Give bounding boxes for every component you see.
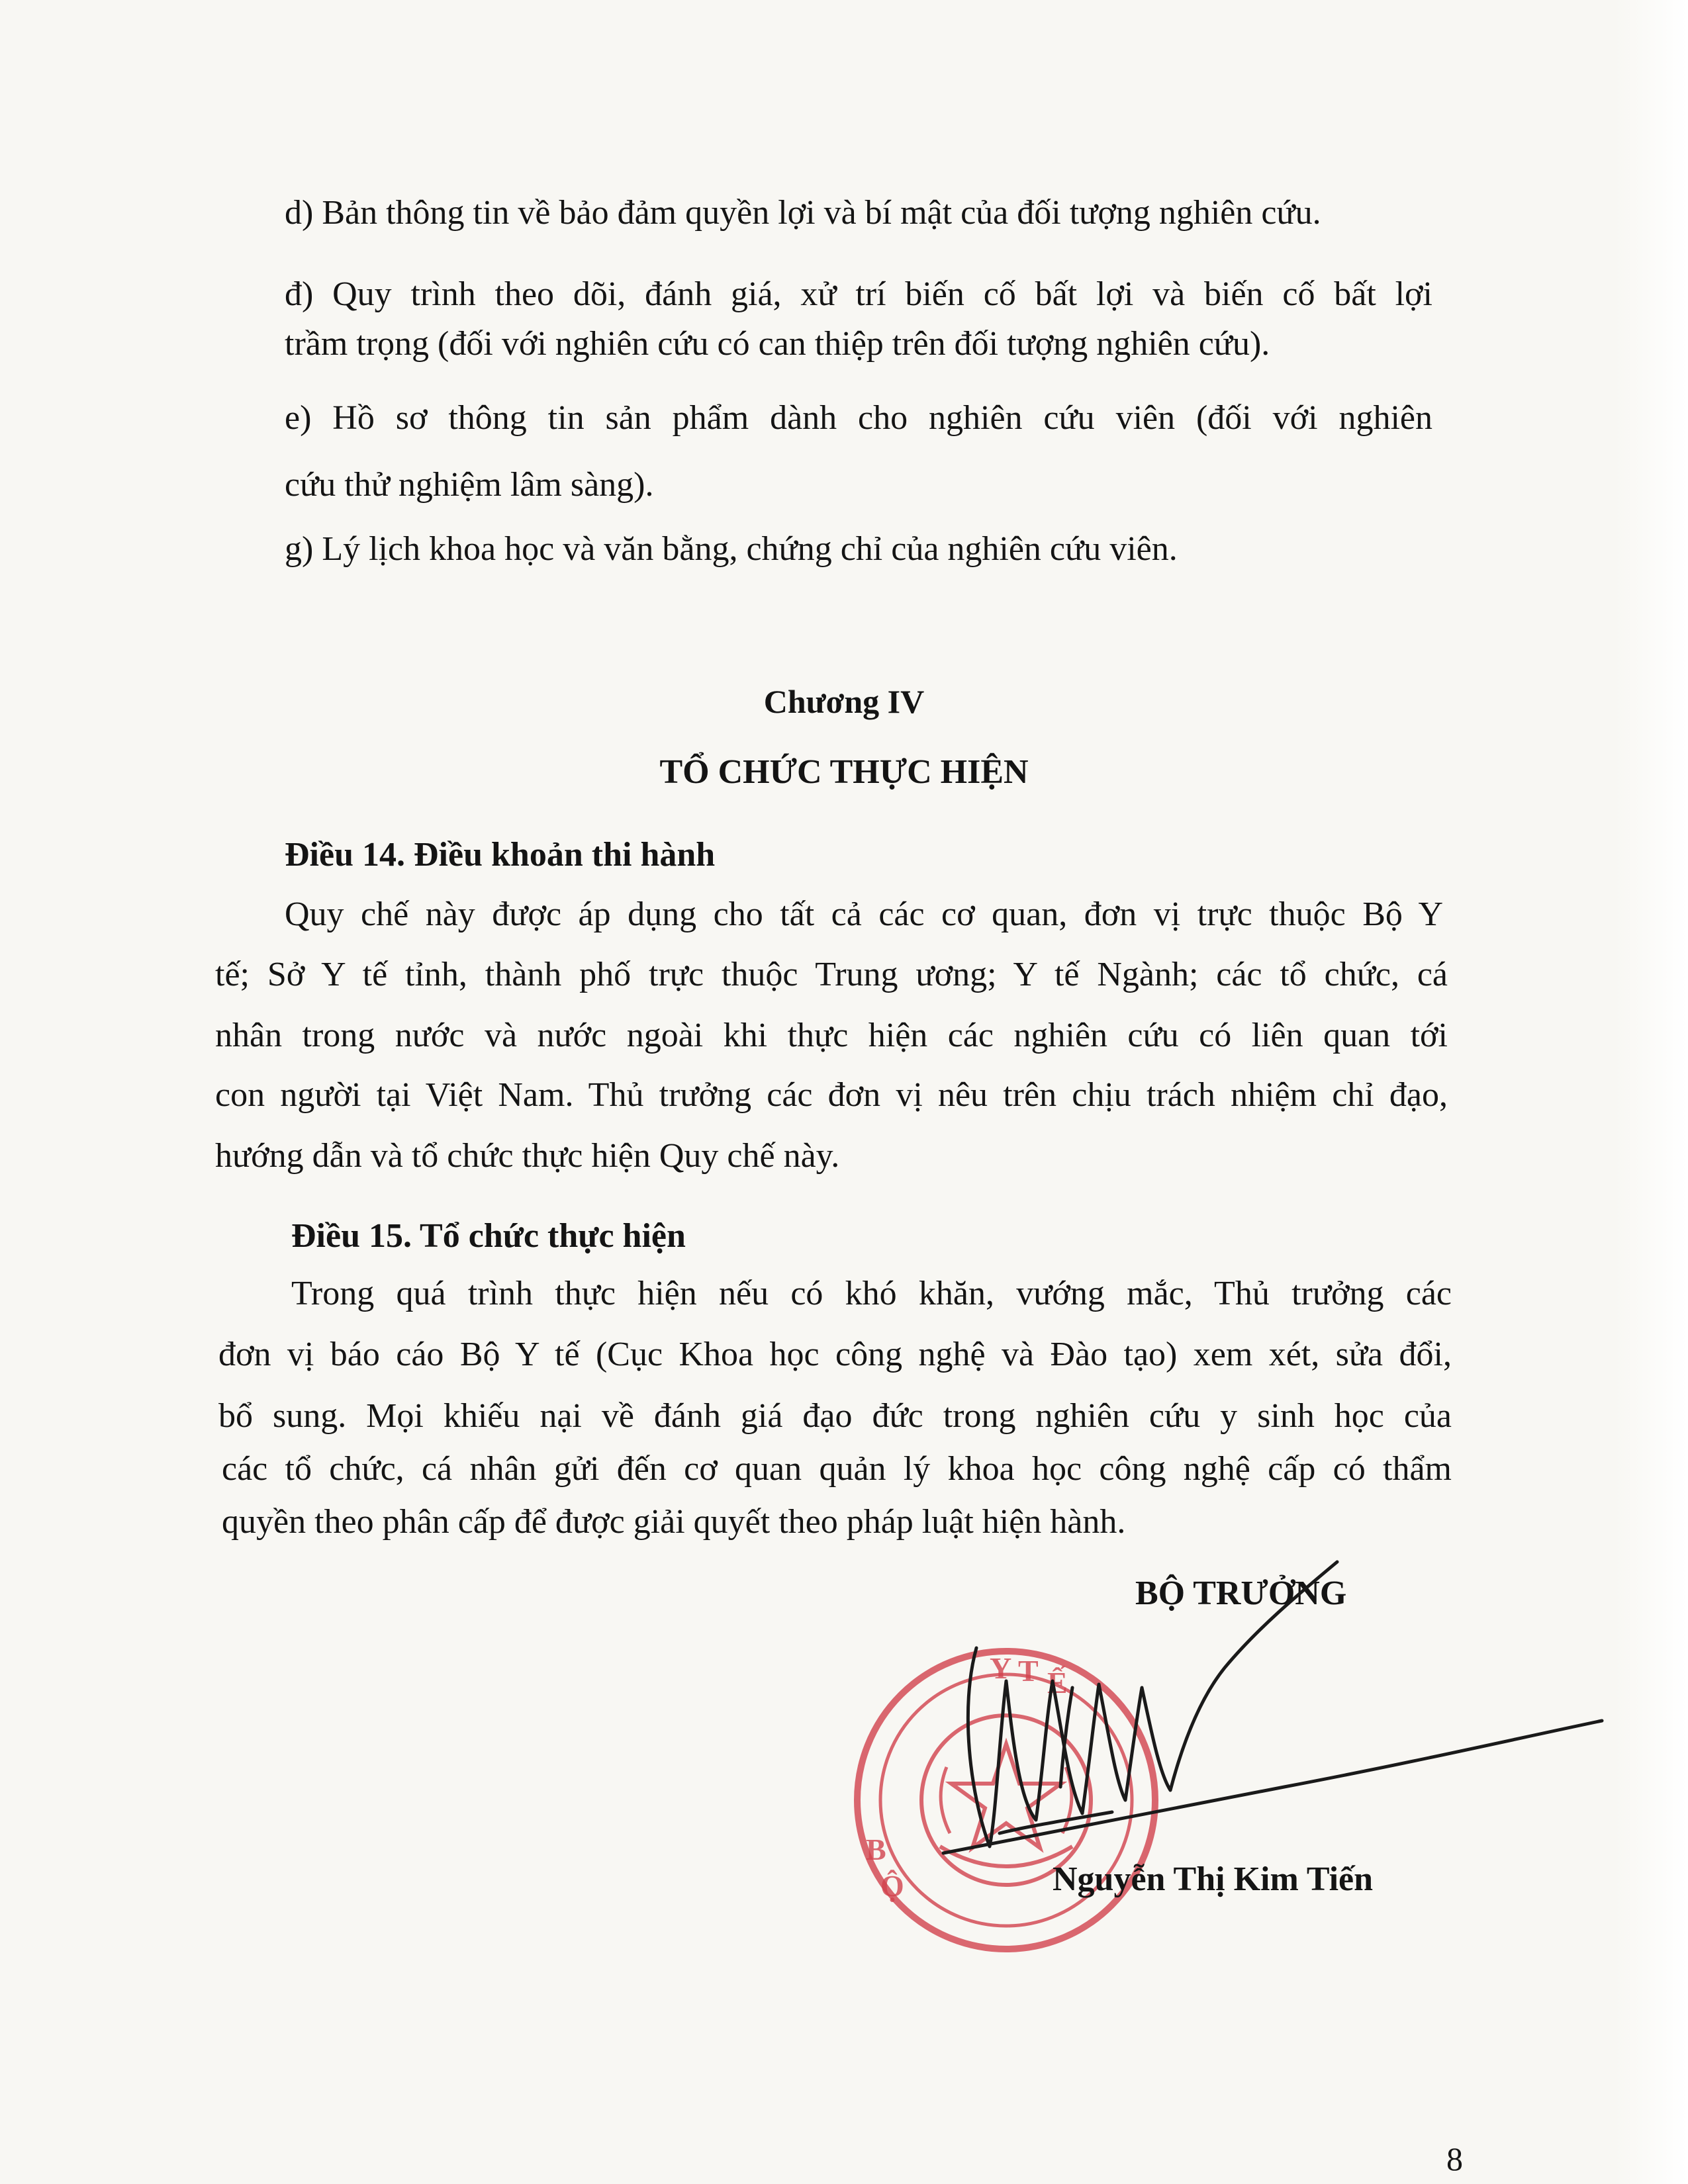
- scan-edge: [1615, 0, 1688, 2184]
- signer-title: BỘ TRƯỞNG: [1135, 1574, 1347, 1612]
- svg-text:B: B: [866, 1833, 886, 1866]
- item-d: d) Bản thông tin về bảo đảm quyền lợi và bí mật của đối tượng nghiên cứu.: [285, 194, 1321, 232]
- article-15-line-3: bổ sung. Mọi khiếu nại về đánh giá đạo đức trong nghiên cứu y sinh học của: [218, 1397, 1452, 1435]
- article-14-line-4: con người tại Việt Nam. Thủ trưởng các đơn vị nêu trên chịu trách nhiệm chỉ đạo,: [215, 1076, 1448, 1114]
- chapter-number: Chương IV: [763, 683, 925, 720]
- handwritten-signature: [914, 1535, 1615, 1893]
- item-dd-line-1: đ) Quy trình theo dõi, đánh giá, xử trí biến cố bất lợi và biến cố bất lợi: [285, 275, 1432, 313]
- signer-name: Nguyễn Thị Kim Tiến: [1053, 1860, 1374, 1898]
- article-14-line-2: tế; Sở Y tế tỉnh, thành phố trực thuộc Trung ương; Y tế Ngành; các tổ chức, cá: [215, 956, 1448, 993]
- svg-text:Ế: Ế: [1047, 1666, 1068, 1700]
- article-15-line-1: Trong quá trình thực hiện nếu có khó khăn, vướng mắc, Thủ trưởng các: [291, 1275, 1452, 1312]
- svg-text:Y: Y: [990, 1651, 1012, 1685]
- article-14-line-3: nhân trong nước và nước ngoài khi thực hiện các nghiên cứu có liên quan tới: [215, 1017, 1448, 1054]
- item-e-line-1: e) Hồ sơ thông tin sản phẩm dành cho nghiên cứu viên (đối với nghiên: [285, 399, 1432, 437]
- article-14-line-5: hướng dẫn và tổ chức thực hiện Quy chế này.: [215, 1137, 840, 1175]
- article-15-heading: Điều 15. Tổ chức thực hiện: [291, 1217, 686, 1255]
- item-dd-line-2: trầm trọng (đối với nghiên cứu có can thiệp trên đối tượng nghiên cứu).: [285, 325, 1270, 363]
- svg-text:T: T: [1018, 1654, 1039, 1688]
- article-14-heading: Điều 14. Điều khoản thi hành: [285, 836, 716, 874]
- article-15-line-4: các tổ chức, cá nhân gửi đến cơ quan quản lý khoa học công nghệ cấp có thẩm: [222, 1450, 1452, 1488]
- article-14-line-1: Quy chế này được áp dụng cho tất cả các cơ quan, đơn vị trực thuộc Bộ Y: [285, 895, 1443, 933]
- article-15-line-5: quyền theo phân cấp để được giải quyết theo pháp luật hiện hành.: [222, 1503, 1126, 1541]
- article-15-line-2: đơn vị báo cáo Bộ Y tế (Cục Khoa học công nghệ và Đào tạo) xem xét, sửa đổi,: [218, 1336, 1452, 1373]
- item-g: g) Lý lịch khoa học và văn bằng, chứng chỉ của nghiên cứu viên.: [285, 530, 1178, 568]
- page-number: 8: [1446, 2140, 1463, 2177]
- chapter-title: TỔ CHỨC THỰC HIỆN: [659, 753, 1029, 791]
- item-e-line-2: cứu thử nghiệm lâm sàng).: [285, 466, 654, 504]
- svg-text:Ộ: Ộ: [880, 1869, 904, 1903]
